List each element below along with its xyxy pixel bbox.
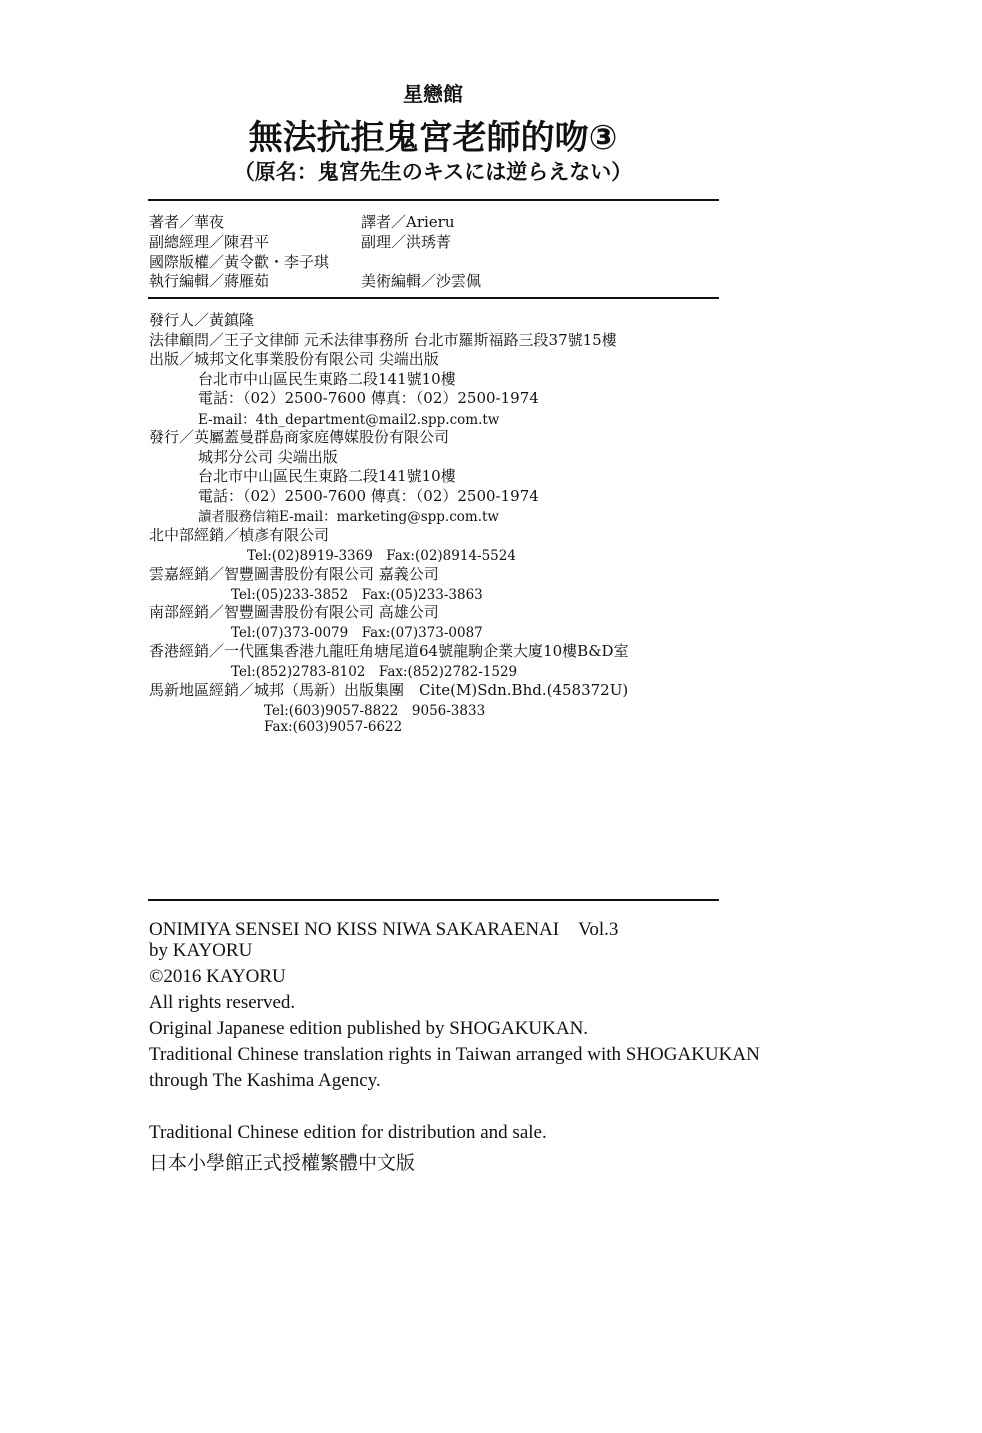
agency-note: through The Kashima Agency. — [149, 1070, 381, 1091]
chiayi-distributor: 雲嘉經銷／智豐圖書股份有限公司 嘉義公司 — [149, 565, 439, 583]
distribution-address: 台北市中山區民生東路二段141號10樓 — [198, 467, 456, 485]
credit-art-editor: 美術編輯／沙雲佩 — [361, 272, 482, 290]
authorization-note: 日本小學館正式授權繁體中文版 — [149, 1153, 416, 1174]
divider-middle — [148, 297, 719, 299]
credit-deputy-manager: 副理／洪琇菁 — [361, 233, 452, 251]
publishing-phone: 電話：（02）2500-7600 傳真：（02）2500-1974 — [198, 389, 539, 407]
publisher-imprint: 星戀館 — [403, 82, 463, 106]
publishing-company: 出版／城邦文化事業股份有限公司 尖端出版 — [149, 350, 439, 368]
hongkong-distributor: 香港經銷／一代匯集香港九龍旺角塘尾道64號龍駒企業大廈10樓B&D室 — [149, 642, 629, 660]
publishing-email: E-mail：4th_department@mail2.spp.com.tw — [198, 412, 500, 428]
book-title: 無法抗拒鬼宮老師的吻③ — [248, 118, 618, 158]
credit-exec-editor: 執行編輯／蔣雁茹 — [149, 272, 270, 290]
credit-translator: 譯者／Arieru — [361, 213, 455, 231]
distribution-phone: 電話：（02）2500-7600 傳真：（02）2500-1974 — [198, 487, 539, 505]
original-publisher-note: Original Japanese edition published by SHOGAKUKAN. — [149, 1018, 589, 1039]
publishing-address: 台北市中山區民生東路二段141號10樓 — [198, 370, 456, 388]
legal-counsel: 法律顧問／王子文律師 元禾法律事務所 台北市羅斯福路三段37號15樓 — [149, 331, 617, 349]
malaysia-distributor-fax: Fax:(603)9057-6622 — [264, 719, 403, 735]
malaysia-distributor: 馬新地區經銷／城邦（馬新）出版集團 Cite(M)Sdn.Bhd.(458372U) — [149, 681, 629, 699]
distribution-company: 發行／英屬蓋曼群島商家庭傳媒股份有限公司 — [149, 428, 450, 446]
divider-bottom — [148, 899, 719, 901]
original-title: （原名：鬼宮先生のキスには逆らえない） — [233, 160, 633, 184]
malaysia-distributor-tel: Tel:(603)9057-8822 9056-3833 — [264, 703, 486, 719]
hongkong-distributor-contact: Tel:(852)2783-8102 Fax:(852)2782-1529 — [231, 664, 518, 680]
distribution-branch: 城邦分公司 尖端出版 — [198, 448, 338, 466]
divider-top — [148, 199, 719, 201]
credit-author: 著者／華夜 — [149, 213, 225, 231]
publisher-person: 發行人／黃鎮隆 — [149, 311, 255, 329]
distribution-note: Traditional Chinese edition for distribution and sale. — [149, 1122, 547, 1143]
south-distributor: 南部經銷／智豐圖書股份有限公司 高雄公司 — [149, 603, 439, 621]
author-credit-english: by KAYORU — [149, 940, 253, 961]
credit-deputy-gm: 副總經理／陳君平 — [149, 233, 270, 251]
credit-rights: 國際版權／黃令歡・李子琪 — [149, 253, 330, 271]
copyright-notice: ©2016 KAYORU — [149, 966, 286, 987]
north-distributor: 北中部經銷／楨彥有限公司 — [149, 526, 330, 544]
translation-rights-note: Traditional Chinese translation rights in Taiwan arranged with SHOGAKUKAN — [149, 1044, 760, 1065]
north-distributor-contact: Tel:(02)8919-3369 Fax:(02)8914-5524 — [247, 548, 516, 564]
rights-reserved: All rights reserved. — [149, 992, 296, 1013]
south-distributor-contact: Tel:(07)373-0079 Fax:(07)373-0087 — [231, 625, 483, 641]
reader-service-email: 讀者服務信箱E-mail：marketing@spp.com.tw — [198, 509, 499, 525]
chiayi-distributor-contact: Tel:(05)233-3852 Fax:(05)233-3863 — [231, 587, 483, 603]
original-title-romanized: ONIMIYA SENSEI NO KISS NIWA SAKARAENAI Vol.3 — [149, 919, 619, 940]
